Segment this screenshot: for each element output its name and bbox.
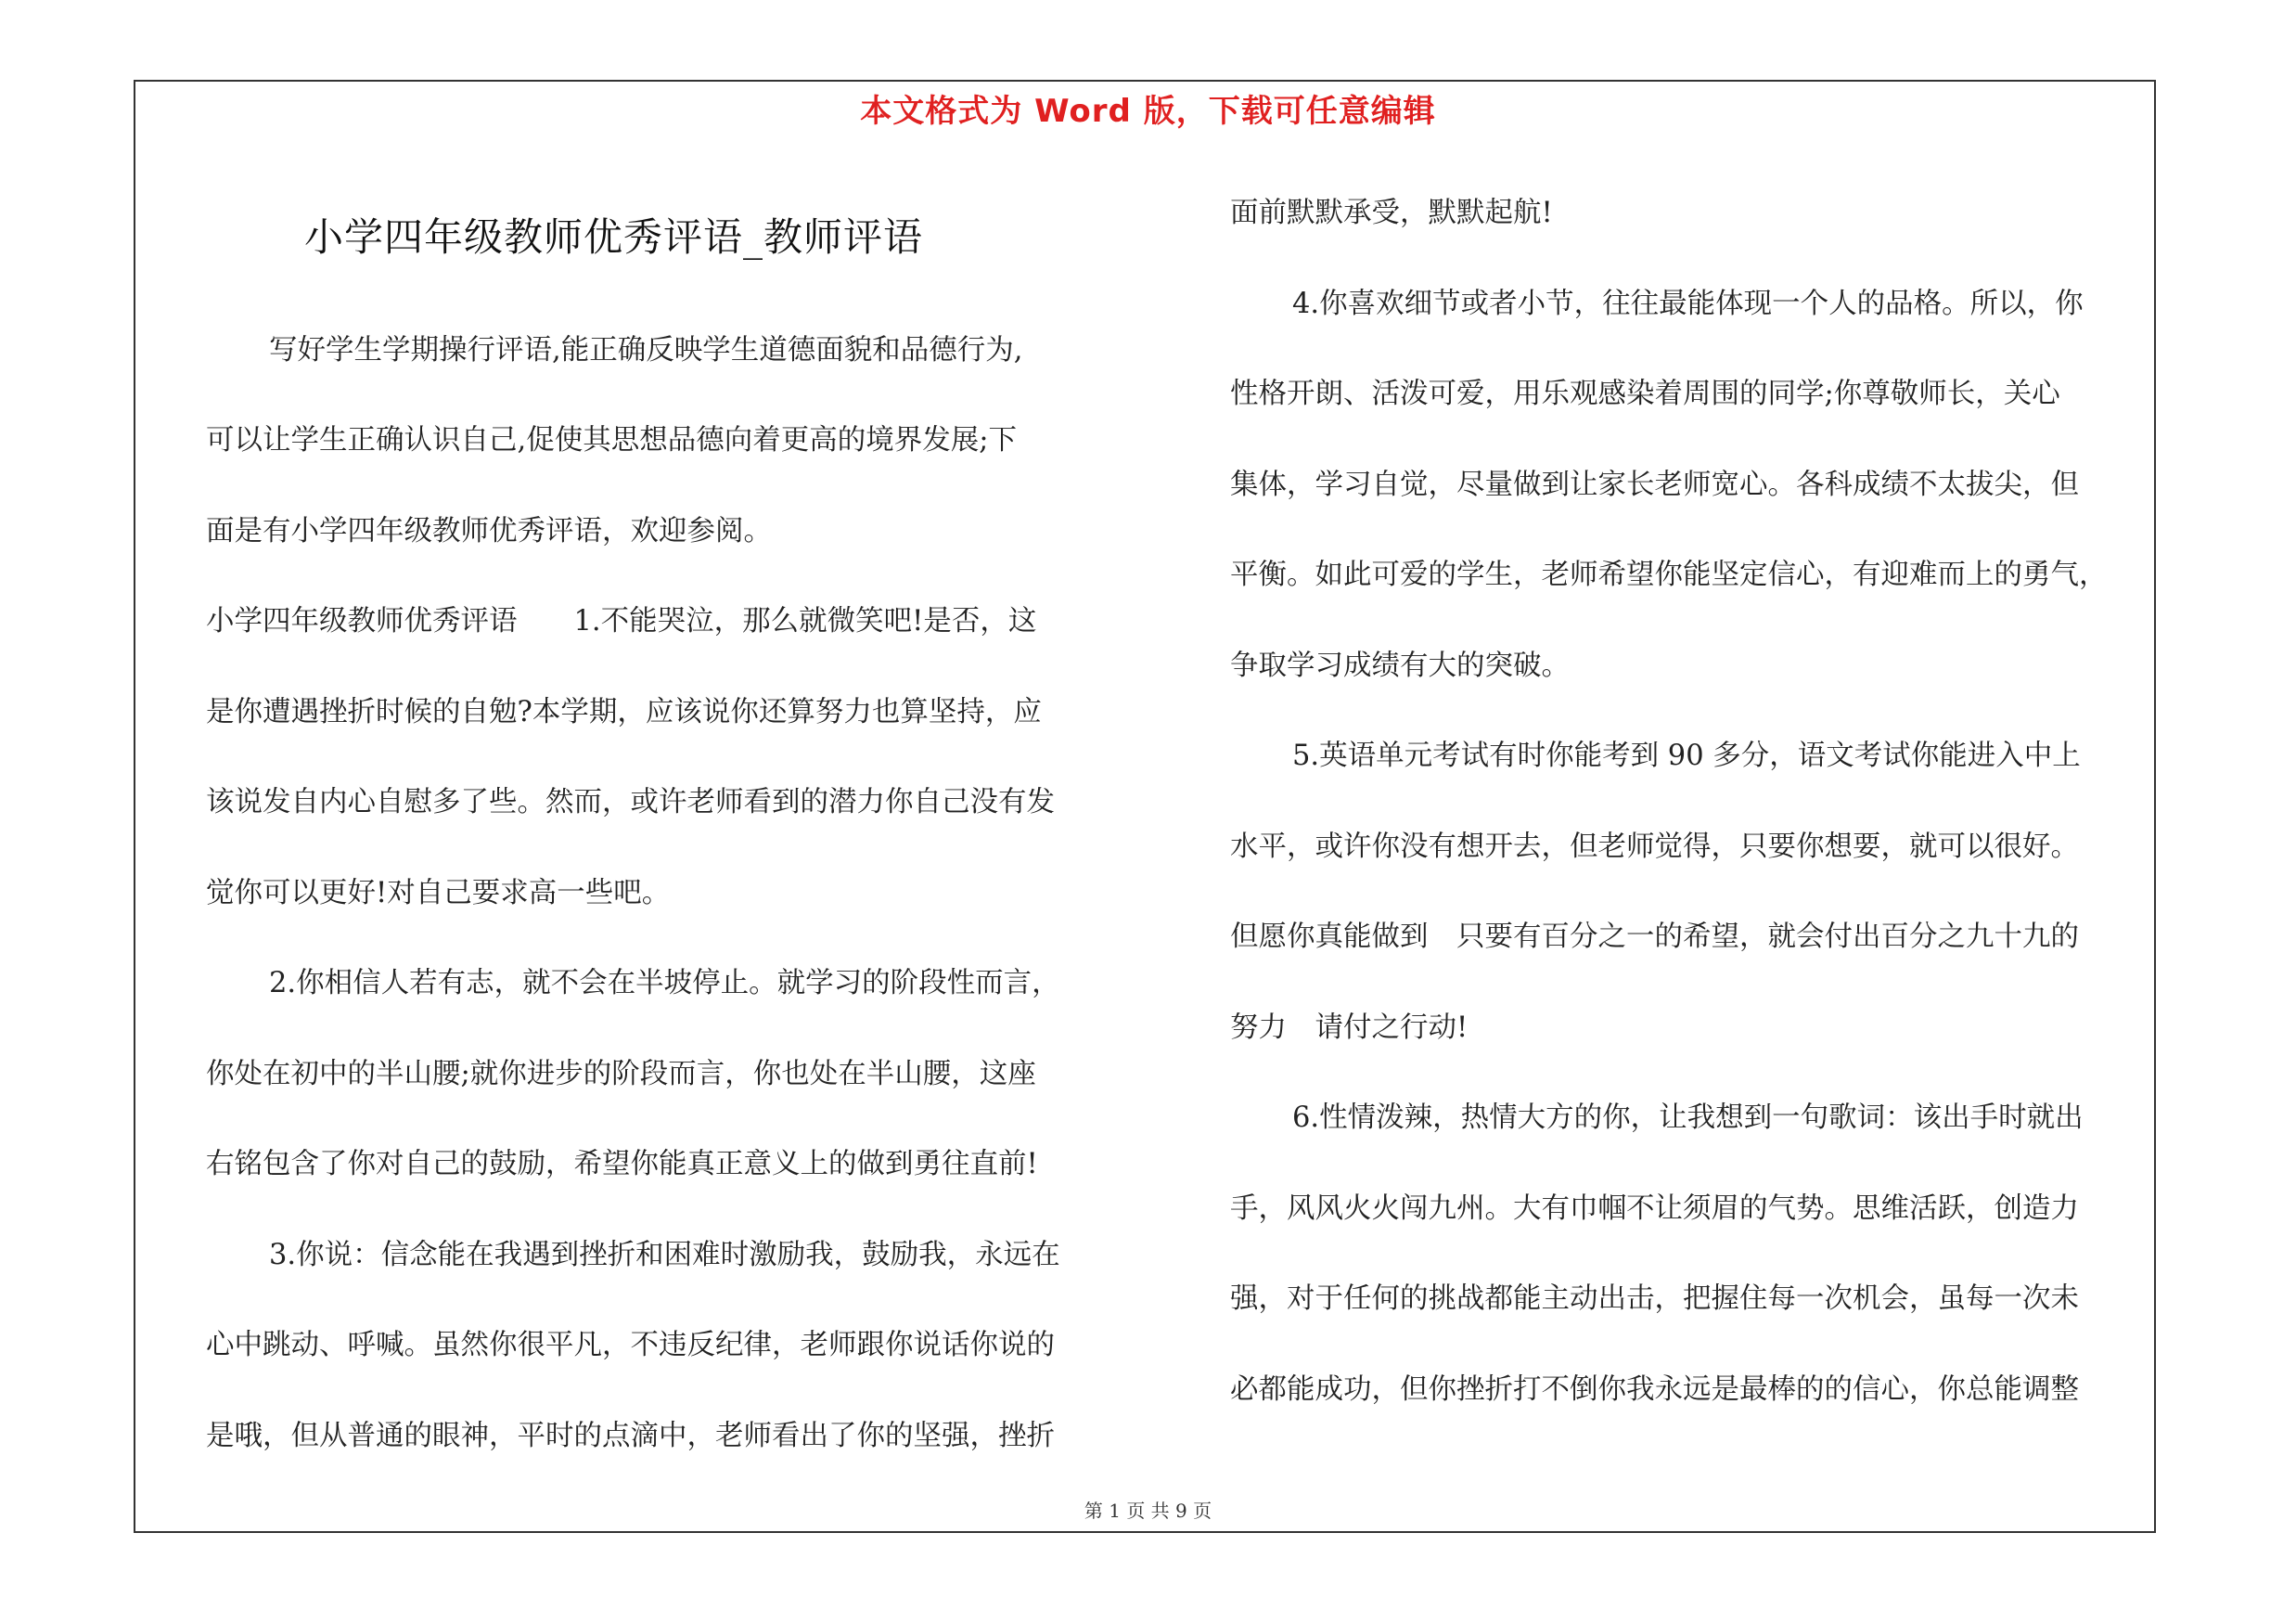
- left-line: 觉你可以更好!对自己要求高一些吧。: [206, 877, 671, 909]
- right-line: 4.你喜欢细节或者小节，往往最能体现一个人的品格。所以，你: [1292, 288, 2084, 320]
- page-number: 第 1 页 共 9 页: [1084, 1500, 1212, 1522]
- right-line: 6.性情泼辣，热情大方的你，让我想到一句歌词：该出手时就出: [1292, 1101, 2084, 1134]
- left-line: 你处在初中的半山腰;就你进步的阶段而言，你也处在半山腰，这座: [206, 1058, 1036, 1090]
- right-line: 争取学习成绩有大的突破。: [1230, 650, 1570, 682]
- right-line: 平衡。如此可爱的学生，老师希望你能坚定信心，有迎难而上的勇气，: [1230, 559, 2108, 591]
- left-line: 心中跳动、呼喊。虽然你很平凡，不违反纪律，老师跟你说话你说的: [206, 1329, 1055, 1361]
- right-line: 必都能成功，但你挫折打不倒你我永远是最棒的的信心，你总能调整: [1230, 1373, 2079, 1406]
- left-line: 面是有小学四年级教师优秀评语，欢迎参阅。: [206, 515, 772, 547]
- left-line: 该说发自内心自慰多了些。然而，或许老师看到的潜力你自己没有发: [206, 786, 1055, 818]
- right-line: 性格开朗、活泼可爱，用乐观感染着周围的同学;你尊敬师长，关心: [1230, 378, 2060, 410]
- left-line: 右铭包含了你对自己的鼓励，希望你能真正意义上的做到勇往直前!: [206, 1148, 1038, 1180]
- document-title: 小学四年级教师优秀评语_教师评语: [304, 214, 924, 260]
- right-line: 手，风风火火闯九州。大有巾帼不让须眉的气势。思维活跃，创造力: [1230, 1192, 2079, 1225]
- right-line: 5.英语单元考试有时你能考到 90 多分，语文考试你能进入中上: [1292, 740, 2081, 772]
- left-line: 可以让学生正确认识自己,促使其思想品德向着更高的境界发展;下: [206, 424, 1017, 457]
- right-line: 水平，或许你没有想开去，但老师觉得，只要你想要，就可以很好。: [1230, 831, 2079, 863]
- left-line: 写好学生学期操行评语,能正确反映学生道德面貌和品德行为,: [269, 334, 1023, 367]
- format-banner: 本文格式为 Word 版，下载可任意编辑: [860, 93, 1436, 130]
- right-line: 但愿你真能做到 只要有百分之一的希望，就会付出百分之九十九的: [1230, 921, 2079, 953]
- left-line: 小学四年级教师优秀评语 1.不能哭泣，那么就微笑吧!是否，这: [206, 605, 1037, 638]
- left-line: 2.你相信人若有志，就不会在半坡停止。就学习的阶段性而言，: [269, 967, 1060, 999]
- left-line: 3.你说：信念能在我遇到挫折和困难时激励我，鼓励我，永远在: [269, 1239, 1060, 1271]
- right-line: 强，对于任何的挑战都能主动出击，把握住每一次机会，虽每一次未: [1230, 1282, 2079, 1315]
- right-line: 努力 请付之行动!: [1230, 1011, 1469, 1044]
- right-line: 面前默默承受，默默起航!: [1230, 197, 1553, 229]
- left-line: 是哦，但从普通的眼神，平时的点滴中，老师看出了你的坚强，挫折: [206, 1420, 1055, 1452]
- right-line: 集体，学习自觉，尽量做到让家长老师宽心。各科成绩不太拔尖，但: [1230, 469, 2079, 501]
- left-line: 是你遭遇挫折时候的自勉?本学期，应该说你还算努力也算坚持，应: [206, 696, 1042, 728]
